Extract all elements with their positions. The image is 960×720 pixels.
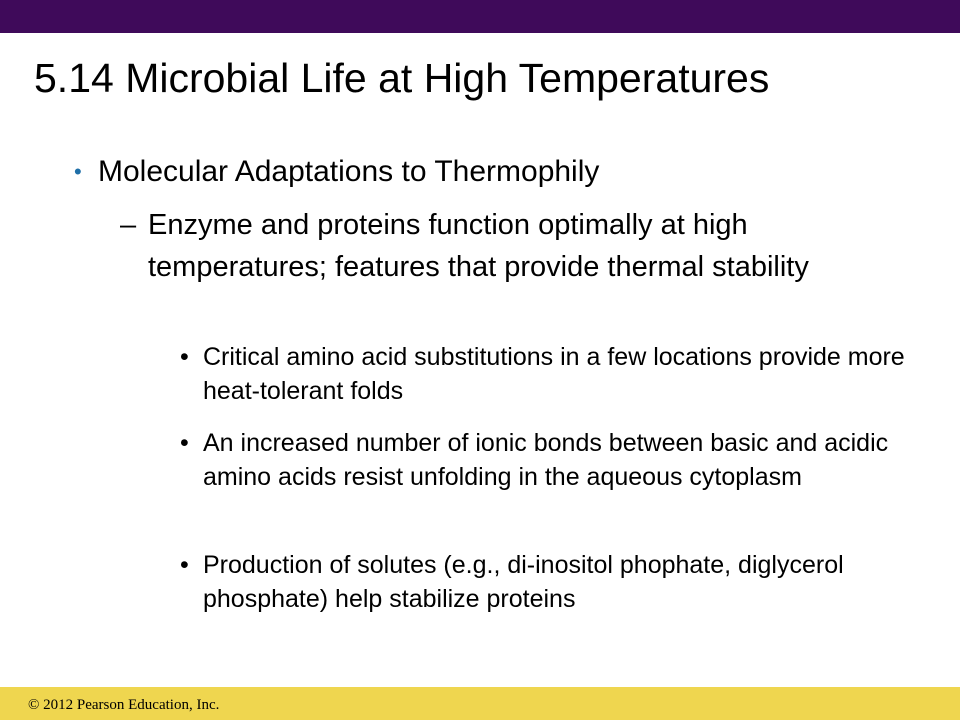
- slide-title: 5.14 Microbial Life at High Temperatures: [34, 55, 770, 101]
- dash-icon: –: [120, 209, 137, 241]
- level3-bullet-text: Production of solutes (e.g., di-inositol phophate, diglycerol phosphate) help stabilize proteins: [203, 551, 844, 613]
- header-band: [0, 0, 960, 33]
- level3-bullet-text: Critical amino acid substitutions in a few locations provide more heat-tolerant folds: [203, 343, 905, 405]
- bullet-icon: •: [180, 429, 189, 457]
- level2-bullet-text: Enzyme and proteins function optimally at high temperatures; features that provide thermal stability: [148, 209, 809, 283]
- level1-bullet-text: Molecular Adaptations to Thermophily: [98, 155, 600, 188]
- bullet-icon: •: [180, 343, 189, 371]
- bullet-icon: •: [74, 159, 82, 184]
- copyright-notice: © 2012 Pearson Education, Inc.: [28, 697, 220, 713]
- level3-bullet-text: An increased number of ionic bonds between basic and acidic amino acids resist unfolding in the aqueous cytoplasm: [203, 429, 889, 491]
- bullet-icon: •: [180, 551, 189, 579]
